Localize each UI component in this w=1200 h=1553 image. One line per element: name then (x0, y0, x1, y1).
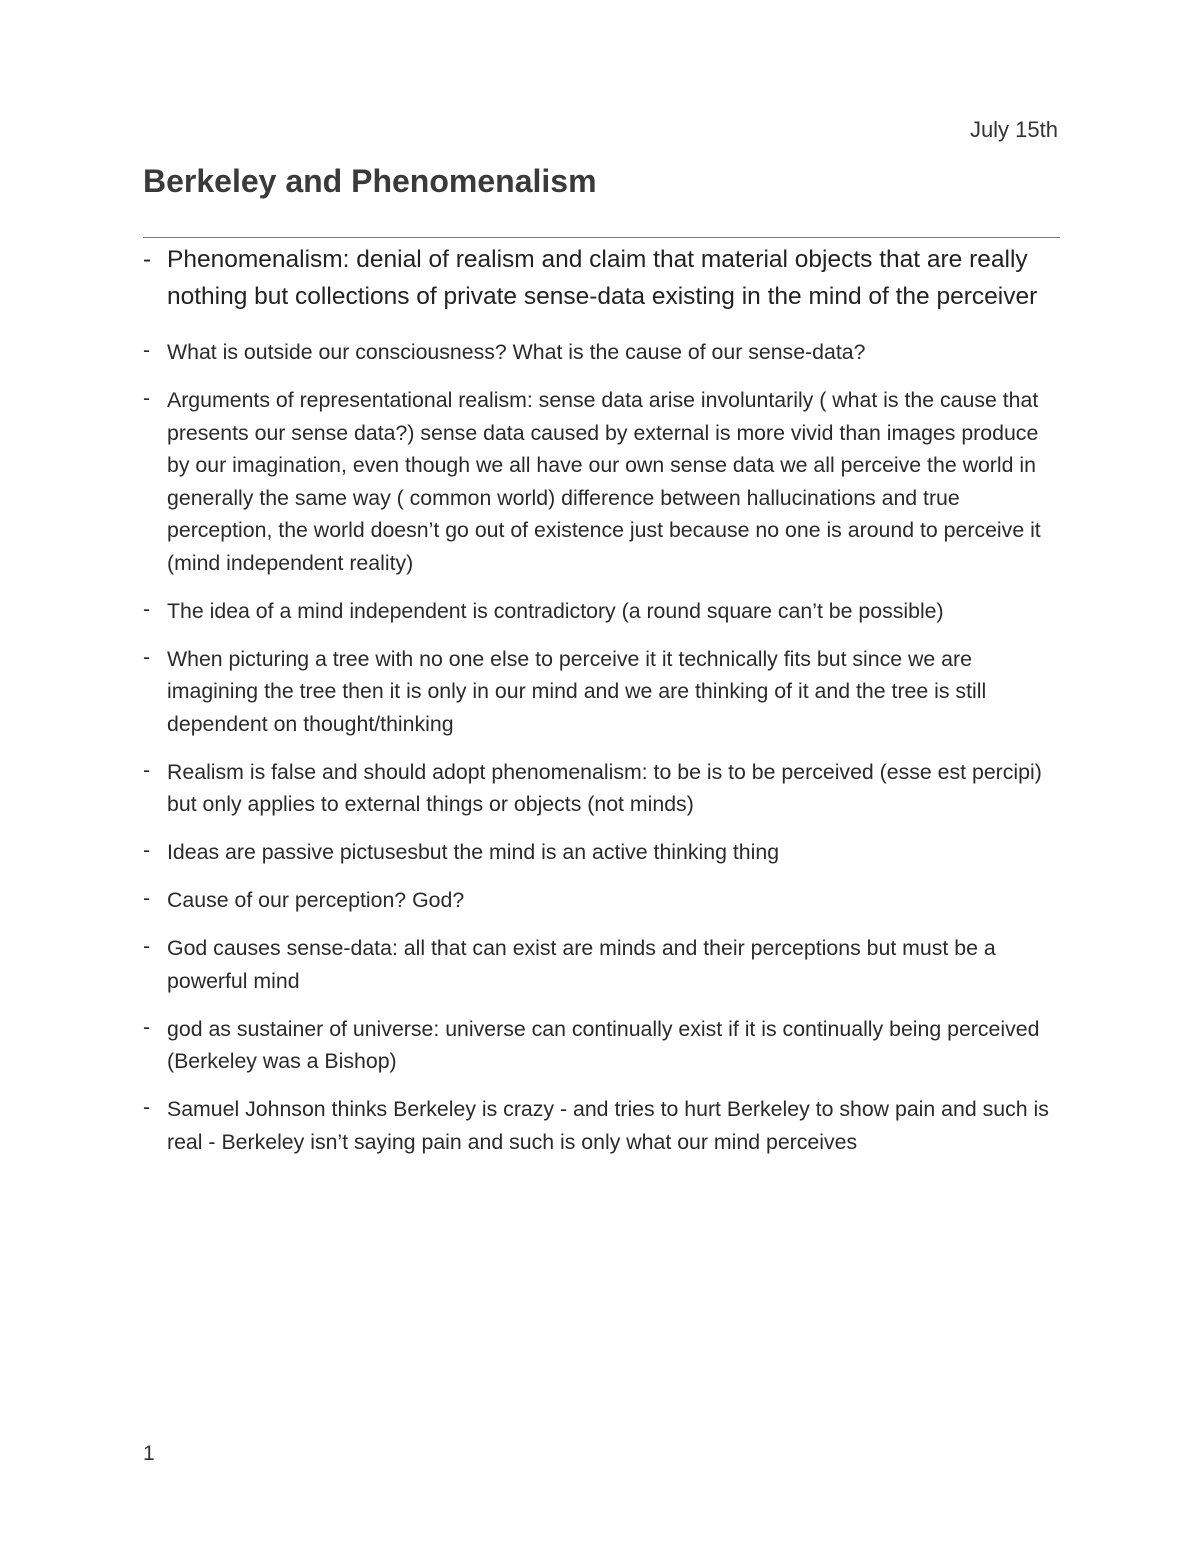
list-item (143, 336, 1060, 369)
bullet-dash: - (143, 1095, 151, 1119)
document-title: Berkeley and Phenomenalism (143, 163, 597, 199)
notes-list (143, 241, 1060, 1174)
list-item (143, 241, 1060, 315)
list-item (143, 595, 1060, 628)
bullet-dash: - (143, 596, 151, 621)
note-text: Phenomenalism: denial of realism and claim that material objects that are really nothing but collections of private sense-data existing in the mind of the perceiver (167, 246, 1038, 310)
list-item (143, 643, 1060, 741)
list-item (143, 884, 1060, 917)
note-text: When picturing a tree with no one else to perceive it it technically fits but since we are imagining the tree then it is only in our mind and we are thinking of it and the tree is still dependent on thought/thinking (167, 646, 987, 736)
bullet-dash: - (143, 386, 151, 410)
note-text: Cause of our perception? God? (167, 888, 465, 912)
bullet-dash: - (143, 338, 151, 362)
bullet-dash: - (143, 644, 151, 669)
document-date: July 15th (969, 117, 1058, 142)
bullet-dash: - (143, 246, 152, 273)
page-number: 1 (143, 1442, 155, 1465)
list-item (143, 1013, 1060, 1078)
note-text: What is outside our consciousness? What is the cause of our sense-data? (167, 340, 866, 364)
bullet-dash: - (143, 838, 151, 862)
list-item (143, 756, 1060, 821)
note-text: God causes sense-data: all that can exist are minds and their perceptions but must be a powerful mind (167, 936, 996, 993)
note-text: Arguments of representational realism: sense data arise involuntarily ( what is the cause that presents our sense data?) sense data caused by external is more vivid than images produce by our imagination, even though we all have our own sense data we all perceive the world in generally the same way ( common world) difference between hallucinations and true perception, the world doesn’t go out of existence just because no one is around to perceive it (mind independent reality) (167, 388, 1041, 575)
bullet-dash: - (143, 934, 151, 958)
bullet-dash: - (143, 1014, 151, 1039)
note-text: god as sustainer of universe: universe can continually exist if it is continually being perceived (Berkeley was a Bishop) (167, 1016, 1040, 1073)
note-text: Samuel Johnson thinks Berkeley is crazy - and tries to hurt Berkeley to show pain and such is real - Berkeley isn’t saying pain and such is only what our mind perceives (167, 1097, 1049, 1154)
list-item (143, 932, 1060, 997)
bullet-dash: - (143, 886, 151, 910)
list-item (143, 384, 1060, 579)
list-item (143, 1093, 1060, 1158)
note-text: Realism is false and should adopt phenomenalism: to be is to be perceived (esse est percipi) but only applies to external things or objects (not minds) (167, 759, 1042, 816)
list-item (143, 836, 1060, 869)
note-text: The idea of a mind independent is contradictory (a round square can’t be possible) (167, 598, 944, 623)
title-divider (143, 237, 1060, 238)
note-text: Ideas are passive pictusesbut the mind is an active thinking thing (167, 840, 780, 864)
bullet-dash: - (143, 757, 151, 782)
